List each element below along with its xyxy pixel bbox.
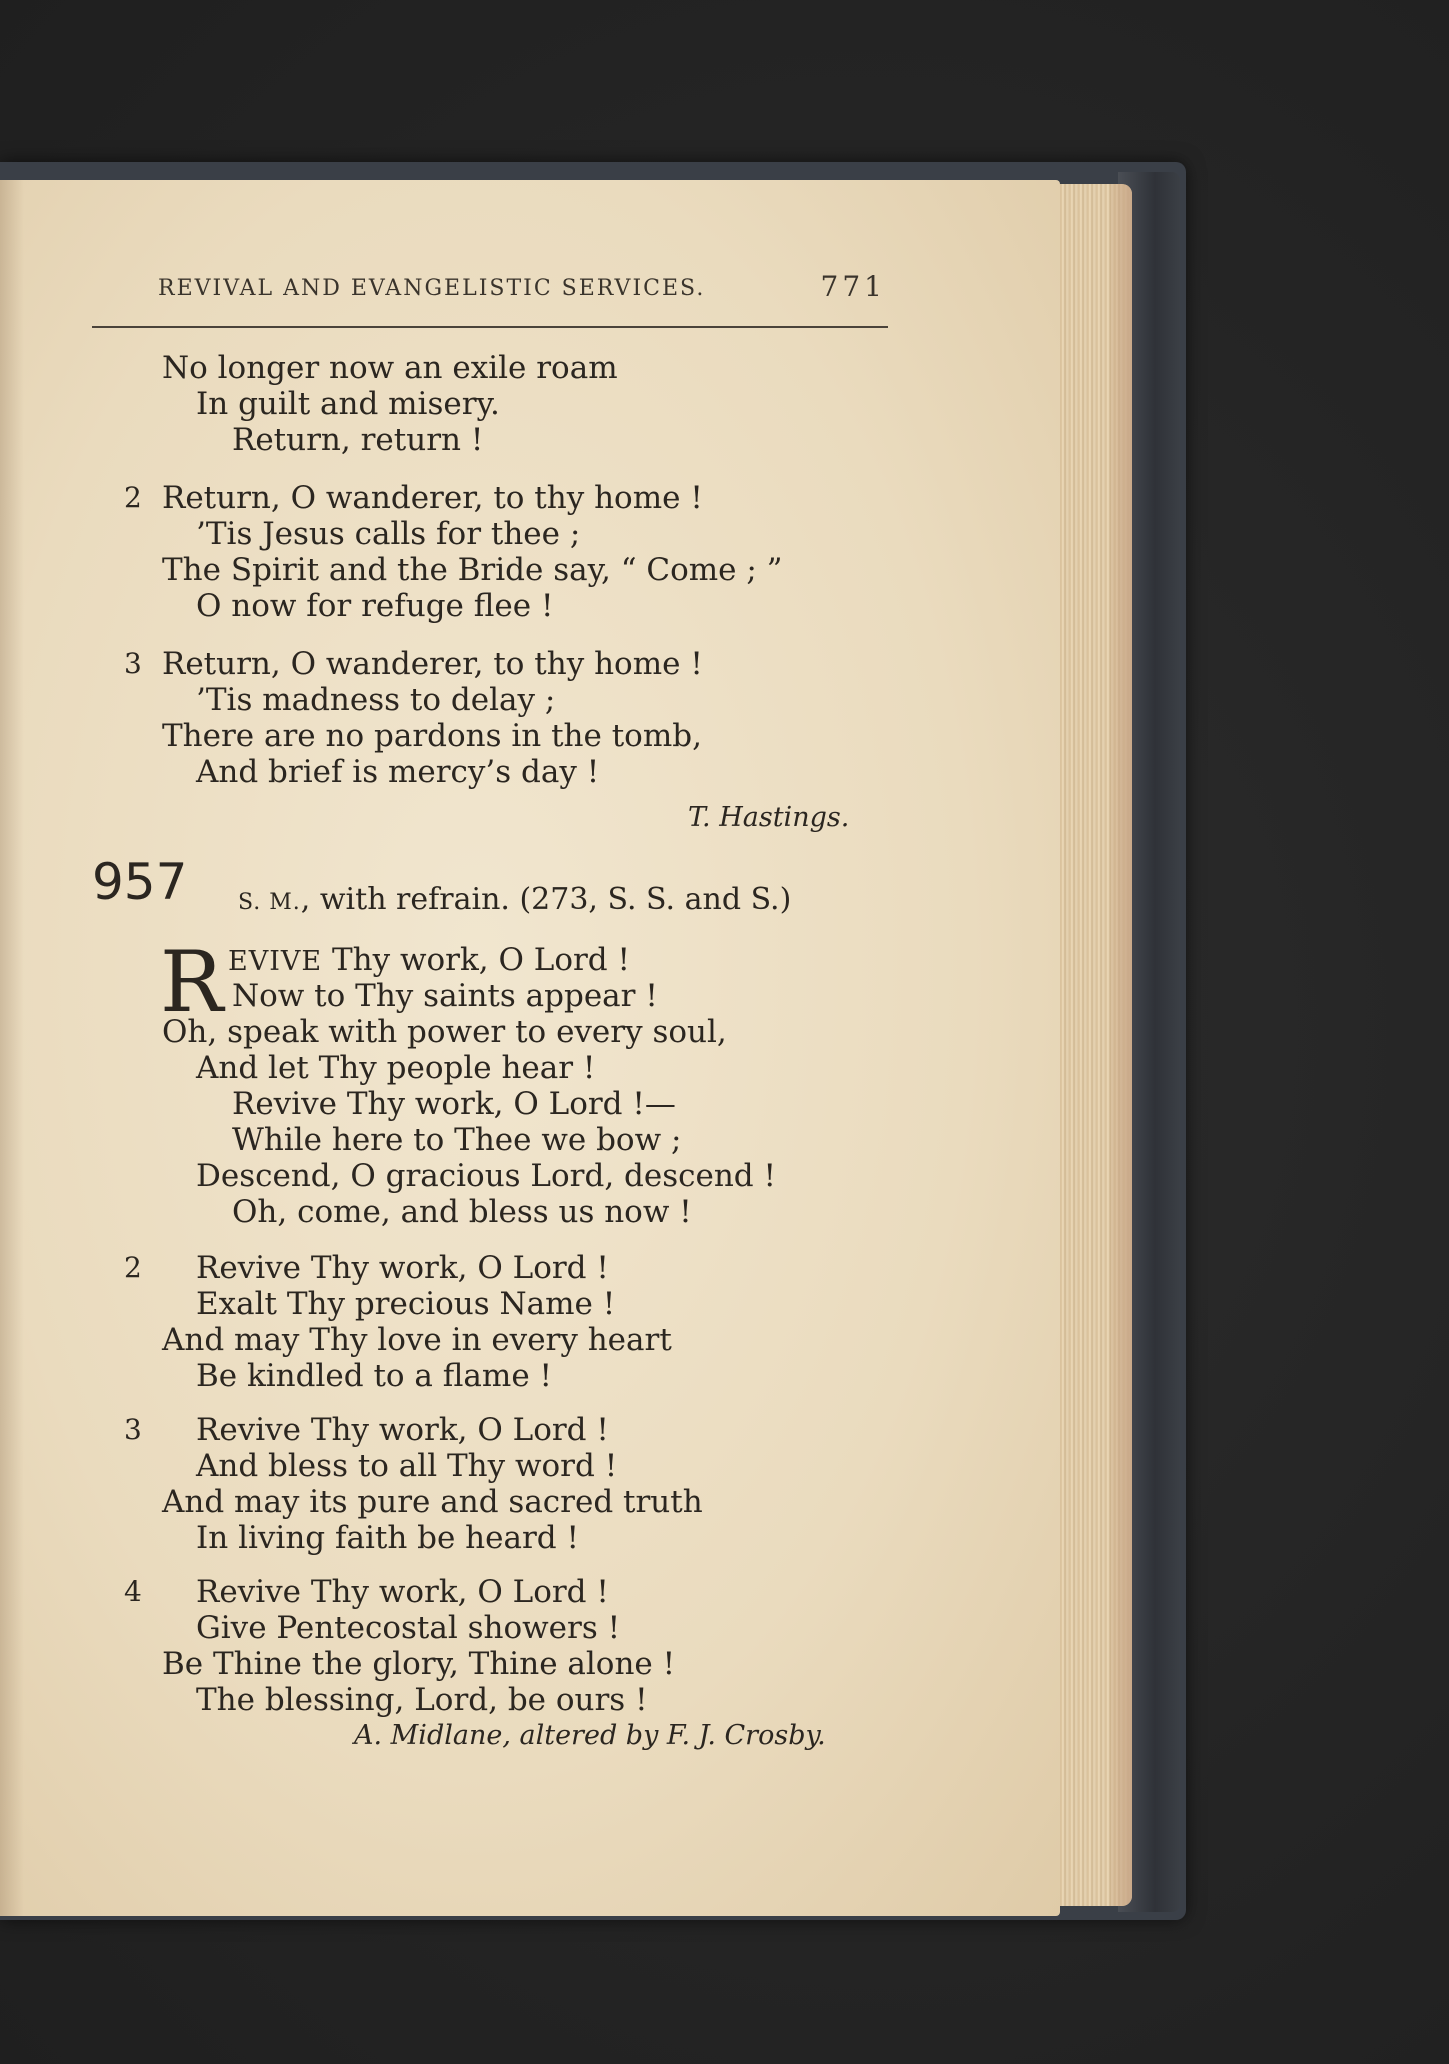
verse-line: Return, O wanderer, to thy home !: [162, 646, 703, 682]
verse-line: No longer now an exile roam: [162, 350, 618, 386]
first-word: EVIVE: [228, 946, 323, 977]
verse-line: Revive Thy work, O Lord !—: [232, 1086, 676, 1122]
verse-line: Exalt Thy precious Name !: [196, 1286, 616, 1322]
drop-cap: R: [160, 933, 224, 1031]
hymn-meter: [238, 882, 791, 921]
first-line-rest: Thy work, O Lord !: [322, 942, 630, 978]
verse-line: Return, O wanderer, to thy home !: [162, 480, 703, 516]
verse-line: While here to Thee we bow ;: [232, 1122, 682, 1158]
page-number: 771: [820, 270, 886, 303]
verse-line: And may its pure and sacred truth: [162, 1484, 703, 1520]
verse-line: ’Tis madness to delay ;: [196, 682, 556, 718]
verse-line: Oh, speak with power to every soul,: [162, 1014, 727, 1050]
verse-number: 2: [124, 481, 142, 514]
verse-line: In guilt and misery.: [196, 386, 500, 422]
meter-details: , with refrain. (273, S. S. and S.): [300, 882, 792, 917]
verse-number: 3: [124, 647, 142, 680]
verse-line: Now to Thy saints appear !: [232, 978, 658, 1014]
verse-line: ’Tis Jesus calls for thee ;: [196, 516, 581, 552]
verse-line: Return, return !: [232, 422, 484, 458]
verse-line: And bless to all Thy word !: [196, 1448, 618, 1484]
verse-line: And let Thy people hear !: [196, 1050, 596, 1086]
verse-line: The Spirit and the Bride say, “ Come ; ”: [162, 552, 783, 588]
running-title: REVIVAL AND EVANGELISTIC SERVICES.: [158, 276, 706, 301]
meter-abbreviation: S. M.: [238, 890, 301, 915]
verse-line: [228, 942, 630, 980]
author-attribution: A. Midlane, altered by F. J. Crosby.: [354, 1720, 826, 1751]
verse-number: 2: [124, 1251, 142, 1284]
verse-line: Descend, O gracious Lord, descend !: [196, 1158, 776, 1194]
header-rule: [92, 326, 888, 328]
verse-line: Give Pentecostal showers !: [196, 1610, 621, 1646]
verse-line: The blessing, Lord, be ours !: [196, 1682, 648, 1718]
verse-line: Revive Thy work, O Lord !: [196, 1250, 609, 1286]
verse-line: O now for refuge flee !: [196, 588, 554, 624]
verse-line: Be kindled to a flame !: [196, 1358, 552, 1394]
verse-number: 3: [124, 1413, 142, 1446]
verse-line: And may Thy love in every heart: [162, 1322, 672, 1358]
verse-line: And brief is mercy’s day !: [196, 754, 600, 790]
verse-line: Oh, come, and bless us now !: [232, 1194, 692, 1230]
verse-number: 4: [124, 1575, 142, 1608]
verse-line: Be Thine the glory, Thine alone !: [162, 1646, 676, 1682]
hymn-number: 957: [92, 853, 188, 911]
verse-line: Revive Thy work, O Lord !: [196, 1412, 609, 1448]
verse-line: There are no pardons in the tomb,: [162, 718, 702, 754]
verse-line: Revive Thy work, O Lord !: [196, 1574, 609, 1610]
verse-line: In living faith be heard !: [196, 1520, 579, 1556]
author-attribution: T. Hastings.: [688, 802, 850, 833]
